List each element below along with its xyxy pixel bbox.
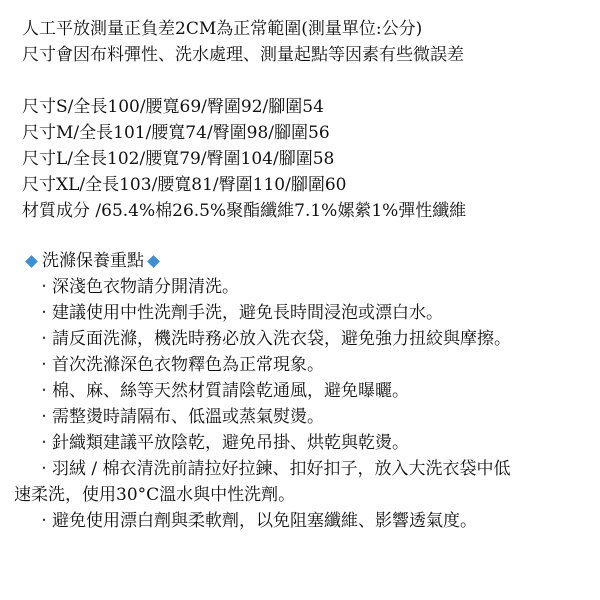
spacer — [22, 68, 590, 94]
care-item-text: 針織類建議平放陰乾，避免吊掛、烘乾與乾燙。 — [52, 433, 409, 453]
care-item — [22, 326, 590, 352]
care-item — [22, 274, 590, 300]
care-item-text: 羽絨 / 棉衣清洗前請拉好拉鍊、扣好扣子，放入大洗衣袋中低 — [52, 459, 511, 479]
care-heading-label: 洗滌保養重點 — [42, 251, 144, 271]
care-item-text: 建議使用中性洗劑手洗，避免長時間浸泡或漂白水。 — [52, 303, 443, 323]
care-heading — [22, 248, 590, 274]
care-item-text: 需整燙時請隔布、低溫或蒸氣熨燙。 — [52, 407, 324, 427]
care-item-text: 深淺色衣物請分開清洗。 — [52, 277, 239, 297]
intro-line-2: 尺寸會因布料彈性、洗水處理、測量起點等因素有些微誤差 — [22, 45, 464, 65]
care-item-text: 首次洗滌深色衣物釋色為正常現象。 — [52, 355, 324, 375]
care-item — [22, 300, 590, 326]
bullet: ‧ — [41, 381, 47, 401]
bullet: ‧ — [41, 511, 47, 531]
care-item — [22, 404, 590, 430]
diamond-icon — [147, 255, 160, 268]
material-composition: 材質成分 /65.4%棉26.5%聚酯纖維7.1%嫘縈1%彈性纖維 — [22, 201, 467, 221]
bullet: ‧ — [41, 459, 47, 479]
bullet: ‧ — [41, 407, 47, 427]
size-s: 尺寸S/全長100/腰寬69/臀圍92/腳圍54 — [22, 97, 324, 117]
diamond-icon — [25, 255, 38, 268]
care-item — [14, 456, 590, 508]
care-item-text: 棉、麻、絲等天然材質請陰乾通風，避免曝曬。 — [52, 381, 409, 401]
care-item-line — [36, 456, 590, 482]
bullet: ‧ — [41, 329, 47, 349]
care-item — [22, 378, 590, 404]
size-l: 尺寸L/全長102/腰寬79/臀圍104/腳圍58 — [22, 149, 335, 169]
spacer — [22, 224, 590, 248]
care-item — [22, 352, 590, 378]
care-item-continuation: 速柔洗，使用30°C溫水與中性洗劑。 — [14, 485, 296, 505]
size-m: 尺寸M/全長101/腰寬74/臀圍98/腳圍56 — [22, 123, 330, 143]
bullet: ‧ — [41, 355, 47, 375]
care-item-text: 請反面洗滌，機洗時務必放入洗衣袋，避免強力扭絞與摩擦。 — [52, 329, 511, 349]
size-xl: 尺寸XL/全長103/腰寬81/臀圍110/腳圍60 — [22, 175, 347, 195]
bullet: ‧ — [41, 277, 47, 297]
care-item-text: 避免使用漂白劑與柔軟劑，以免阻塞纖維、影響透氣度。 — [52, 511, 477, 531]
care-item — [22, 508, 590, 534]
product-info-text — [14, 16, 590, 534]
bullet: ‧ — [41, 433, 47, 453]
care-item — [22, 430, 590, 456]
bullet: ‧ — [41, 303, 47, 323]
intro-line-1: 人工平放測量正負差2CM為正常範圍(測量單位:公分) — [22, 19, 423, 39]
